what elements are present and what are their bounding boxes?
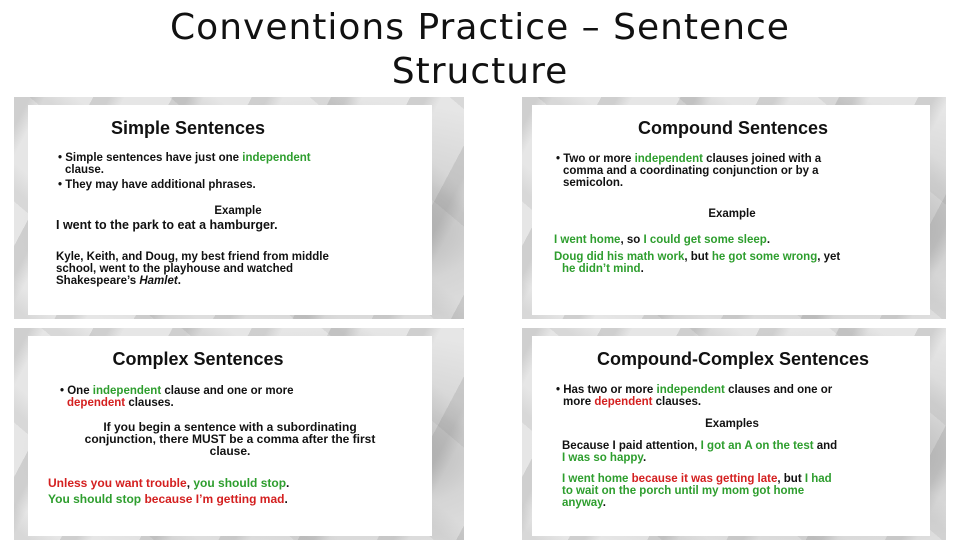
simple-sentences-card (28, 105, 432, 315)
punctuation: . (642, 452, 647, 464)
simple-sentences-panel (14, 97, 464, 319)
complex-b1-text: • One (60, 385, 93, 397)
simple-ex2-period: . (177, 275, 181, 287)
compound-b1-line2: comma and a coordinating conjunction or by a (563, 165, 819, 177)
independent-clause: You should stop (48, 492, 145, 506)
complex-sentences-heading: Complex Sentences (112, 349, 284, 369)
compound-example-2 (554, 251, 930, 275)
independent-clause: he got some wrong (711, 251, 818, 263)
complex-sentences-panel (14, 328, 464, 540)
punctuation: . (640, 263, 644, 275)
simple-b1-text: • Simple sentences have just one (58, 152, 243, 164)
independent-clause: to wait on the porch until my mom got home (562, 485, 805, 497)
compound-complex-examples-label: Examples (705, 418, 759, 430)
complex-rule-text (28, 421, 432, 457)
punctuation: , (186, 476, 194, 490)
dependent-clause: because it was getting late (631, 473, 778, 485)
slide-title-line2: Structure (391, 51, 569, 92)
punctuation: . (286, 476, 290, 490)
simple-example-2 (56, 251, 436, 287)
complex-example-1 (48, 477, 428, 489)
compound-b1-line3: semicolon. (563, 177, 624, 189)
independent-keyword: independent (656, 384, 725, 396)
cc-b1-text: • Has two or more (556, 384, 657, 396)
compound-b1-rest: clauses joined with a (702, 153, 822, 165)
conjunction: and (813, 440, 838, 452)
dependent-keyword: dependent (67, 397, 126, 409)
compound-sentences-heading: Compound Sentences (637, 118, 829, 138)
compound-bullet-1 (554, 153, 933, 189)
compound-complex-sentences-heading: Compound-Complex Sentences (596, 349, 870, 369)
compound-complex-example-1 (562, 440, 932, 464)
simple-sentences-heading: Simple Sentences (110, 118, 266, 138)
compound-example-1 (554, 234, 924, 246)
hamlet-title: Hamlet (139, 275, 178, 287)
independent-keyword: independent (242, 152, 311, 164)
simple-bullet-1 (56, 152, 425, 176)
simple-example-label: Example (214, 205, 262, 217)
punctuation: . (602, 497, 606, 509)
independent-clause: I went home (554, 234, 621, 246)
compound-sentences-card (532, 105, 930, 315)
independent-clause: he didn’t mind (562, 263, 641, 275)
cc-b1-line2: more (563, 396, 595, 408)
independent-clause: I was so happy (562, 452, 643, 464)
simple-ex2-line1: Kyle, Keith, and Doug, my best friend from middle (56, 251, 329, 263)
complex-b1-post: clauses. (125, 397, 174, 409)
dependent-clause: because I’m getting mad (144, 492, 285, 506)
conjunction: , yet (817, 251, 841, 263)
compound-example-label: Example (708, 208, 756, 220)
conjunction: , but (684, 251, 712, 263)
compound-sentences-panel (522, 97, 946, 319)
compound-b1-text: • Two or more (556, 153, 635, 165)
punctuation: . (766, 234, 771, 246)
independent-clause: I went home (562, 473, 632, 485)
dependent-clause: Unless you want trouble (48, 476, 187, 490)
independent-keyword: independent (92, 385, 162, 397)
compound-complex-example-2 (562, 473, 932, 509)
simple-b1-continuation: clause. (65, 164, 104, 176)
complex-sentences-card (28, 336, 432, 536)
simple-example-1: I went to the park to eat a hamburger. (56, 218, 278, 232)
conjunction: , so (620, 234, 644, 246)
slide-title-line1: Conventions Practice – Sentence (170, 7, 790, 48)
dependent-keyword: dependent (594, 396, 653, 408)
independent-clause: anyway (562, 497, 603, 509)
complex-rule-line2: conjunction, there MUST be a comma after the first (84, 432, 376, 446)
complex-bullet-1 (58, 385, 437, 409)
simple-ex2-line3: Shakespeare’s (56, 275, 140, 287)
compound-complex-sentences-card (532, 336, 930, 536)
complex-rule-line3: clause. (209, 444, 251, 458)
complex-example-2 (48, 493, 428, 505)
independent-clause: I had (804, 473, 832, 485)
simple-ex2-line2: school, went to the playhouse and watched (56, 263, 294, 275)
complex-rule-line1: If you begin a sentence with a subordinating (103, 420, 357, 434)
independent-clause: Doug did his math work (554, 251, 685, 263)
independent-clause: you should stop (193, 476, 287, 490)
cc-b1-line2-post: clauses. (652, 396, 702, 408)
slide-title (0, 6, 960, 94)
independent-clause: I got an A on the test (700, 440, 814, 452)
independent-keyword: independent (634, 153, 703, 165)
compound-complex-bullet-1 (554, 384, 933, 408)
independent-clause: I could get some sleep (643, 234, 767, 246)
complex-b1-mid: clause and one or more (161, 385, 294, 397)
punctuation: . (284, 492, 288, 506)
compound-complex-sentences-panel (522, 328, 946, 540)
cc-b1-rest: clauses and one or (724, 384, 833, 396)
simple-bullet-2: • They may have additional phrases. (58, 179, 256, 191)
conjunction: , but (777, 473, 805, 485)
dependent-clause: Because I paid attention, (562, 440, 701, 452)
